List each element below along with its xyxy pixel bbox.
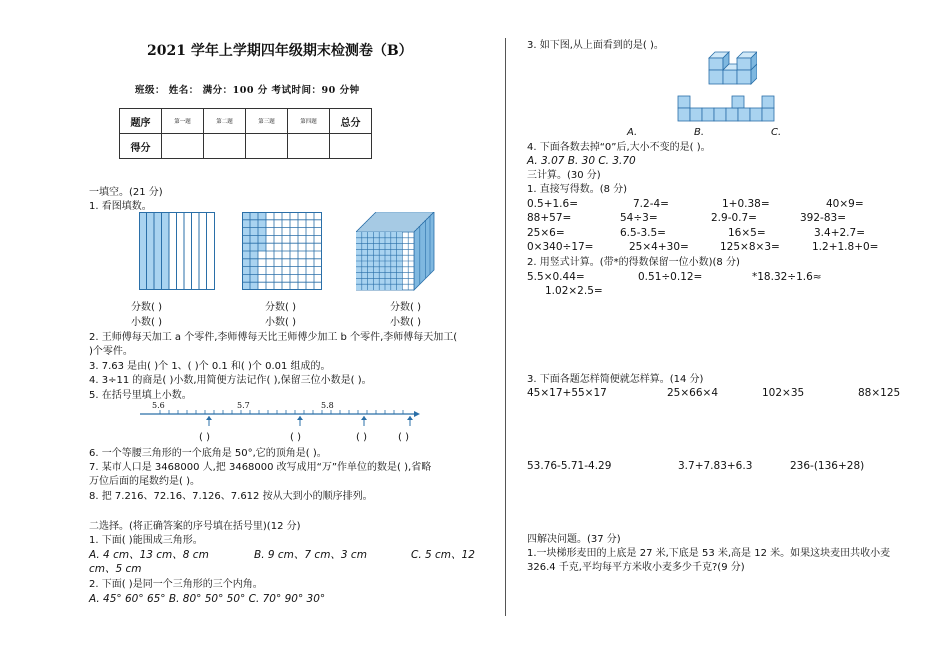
score-cell: 第一题 [162, 109, 204, 134]
s1-q2-line1: 2. 王师傅每天加工 a 个零件,李师傅每天比王师傅少加工 b 个零件,李师傅每天加工( [89, 332, 458, 343]
s1-q1: 1. 看图填数。 [89, 201, 152, 212]
simplify-item: 25×66×4 [667, 387, 718, 399]
s2-q1: 1. 下面( )能围成三角形。 [89, 535, 203, 546]
score-blank[interactable] [204, 134, 246, 159]
score-cell: 第二题 [204, 109, 246, 134]
calc-item: 0.5+1.6= [527, 198, 578, 210]
fig-a-fraction: 分数( ) [131, 302, 162, 313]
column-divider [505, 38, 506, 616]
score-cell: 第四题 [288, 109, 330, 134]
section1-heading: 一填空。(21 分) [89, 187, 163, 198]
view-option-b-label: B. [694, 127, 705, 138]
score-cell: 总分 [330, 109, 372, 134]
s1-q5: 5. 在括号里填上小数。 [89, 390, 192, 401]
simplify-item: 45×17+55×17 [527, 387, 607, 399]
calc-item: 25×6= [527, 227, 565, 239]
s1-q3: 3. 7.63 是由( )个 1、( )个 0.1 和( )个 0.01 组成的。 [89, 361, 331, 372]
blocks [709, 52, 757, 84]
simplify-item: 236-(136+28) [790, 460, 865, 472]
section3-heading: 三计算。(30 分) [527, 170, 601, 181]
calc-item: 125×8×3= [720, 241, 780, 253]
s2-q1-option-a: A. 4 cm、13 cm、8 cm [89, 549, 209, 561]
s2-q2: 2. 下面( )是同一个三角形的三个内角。 [89, 579, 263, 590]
calc-item: 1.2+1.8+0= [812, 241, 879, 253]
number-line-pointers [209, 416, 410, 426]
score-cell: 题序 [120, 109, 162, 134]
score-table-header-row [120, 109, 372, 134]
s3-q2: 2. 用竖式计算。(带*的得数保留一位小数)(8 分) [527, 257, 740, 268]
calc-item: 1+0.38= [722, 198, 770, 210]
score-blank[interactable] [246, 134, 288, 159]
section2-heading: 二选择。(将正确答案的序号填在括号里)(12 分) [89, 521, 301, 532]
s2-q1-option-c-cont: cm、5 cm [89, 563, 142, 575]
s2-q1-option-c: C. 5 cm、12 [411, 549, 475, 561]
calc-item: 88+57= [527, 212, 572, 224]
calc-item: 16×5= [728, 227, 766, 239]
s4-q1-line1: 1.一块梯形麦田的上底是 27 米,下底是 53 米,高是 12 米。如果这块麦田共收小麦 [527, 548, 891, 559]
s2-q3: 3. 如下图,从上面看到的是( )。 [527, 40, 664, 51]
blocks-figure [705, 48, 757, 86]
ruler-blank-4[interactable]: ( ) [398, 432, 409, 443]
view-option-a-label: A. [627, 127, 638, 138]
fig-c-fraction: 分数( ) [390, 302, 421, 313]
section4-heading: 四解决问题。(37 分) [527, 534, 621, 545]
s3-q3: 3. 下面各题怎样简便就怎样算。(14 分) [527, 374, 704, 385]
ruler-blank-2[interactable]: ( ) [290, 432, 301, 443]
vertical-calc-item: 0.51÷0.12= [638, 271, 703, 283]
fig-b-fraction: 分数( ) [265, 302, 296, 313]
calc-item: 0×340÷17= [527, 241, 594, 253]
view-options-figure [677, 95, 775, 123]
simplify-item: 3.7+7.83+6.3 [678, 460, 753, 472]
calc-item: 25×4+30= [629, 241, 689, 253]
calc-item: 392-83= [800, 212, 846, 224]
s1-q8: 8. 把 7.216、72.16、7.126、7.612 按从大到小的顺序排列。 [89, 491, 373, 502]
s2-q4: 4. 下面各数去掉“0”后,大小不变的是( )。 [527, 142, 711, 153]
s1-q6: 6. 一个等腰三角形的一个底角是 50°,它的顶角是( )。 [89, 448, 327, 459]
calc-item: 6.5-3.5= [620, 227, 666, 239]
number-line-ticks [160, 410, 403, 414]
score-cell: 第三题 [246, 109, 288, 134]
figure-cube [356, 212, 438, 292]
ruler-blank-1[interactable]: ( ) [199, 432, 210, 443]
ruler-label-5-8: 5.8 [321, 401, 334, 410]
number-line [140, 400, 420, 430]
ruler-blank-3[interactable]: ( ) [356, 432, 367, 443]
s4-q1-line2: 326.4 千克,平均每平方米收小麦多少千克?(9 分) [527, 562, 745, 573]
page-title: 2021 学年上学期四年级期末检测卷（B） [147, 43, 413, 59]
s2-q2-options: A. 45° 60° 65° B. 80° 50° 50° C. 70° 90° 30° [89, 593, 326, 605]
calc-item: 54÷3= [620, 212, 658, 224]
s1-q7-line1: 7. 某市人口是 3468000 人,把 3468000 改写成用“万”作单位的数是( ),省略 [89, 462, 432, 473]
score-blank[interactable] [162, 134, 204, 159]
number-line-pointer-heads [206, 416, 413, 420]
grid-shaded-partial [258, 212, 266, 251]
simplify-item: 102×35 [762, 387, 805, 399]
vertical-calc-item: *18.32÷1.6≈ [752, 271, 822, 283]
figure-grid [242, 212, 322, 290]
option-b-view [702, 108, 738, 121]
simplify-item: 88×125 [858, 387, 901, 399]
score-blank[interactable] [330, 134, 372, 159]
option-a-view [678, 96, 702, 121]
calc-item: 3.4+2.7= [814, 227, 865, 239]
s3-q1: 1. 直接写得数。(8 分) [527, 184, 628, 195]
score-table-score-row [120, 134, 372, 159]
score-table [119, 108, 372, 159]
fig-c-decimal: 小数( ) [390, 317, 421, 328]
calc-item: 7.2-4= [633, 198, 669, 210]
score-blank[interactable] [288, 134, 330, 159]
calc-item: 40×9= [826, 198, 864, 210]
s2-q4-options: A. 3.07 B. 30 C. 3.70 [527, 155, 636, 167]
s1-q7-line2: 万位后面的尾数约是( )。 [89, 476, 200, 487]
vertical-calc-item: 5.5×0.44= [527, 271, 585, 283]
figure-strips [139, 212, 215, 290]
s2-q1-option-b: B. 9 cm、7 cm、3 cm [254, 549, 367, 561]
calc-item: 2.9-0.7= [711, 212, 757, 224]
view-option-c-label: C. [771, 127, 782, 138]
number-line-arrow [414, 411, 420, 417]
s1-q4: 4. 3÷11 的商是( )小数,用简便方法记作( ),保留三位小数是( )。 [89, 375, 372, 386]
s1-q2-line2: )个零件。 [89, 346, 133, 357]
exam-info: 班级： 姓名： 满分：100 分 考试时间：90 分钟 [135, 85, 360, 96]
simplify-item: 53.76-5.71-4.29 [527, 460, 612, 472]
score-cell: 得分 [120, 134, 162, 159]
fig-b-decimal: 小数( ) [265, 317, 296, 328]
ruler-label-5-7: 5.7 [237, 401, 250, 410]
ruler-label-5-6: 5.6 [152, 401, 165, 410]
vertical-calc-item: 1.02×2.5= [545, 285, 603, 297]
fig-a-decimal: 小数( ) [131, 317, 162, 328]
option-c-view [732, 96, 774, 121]
